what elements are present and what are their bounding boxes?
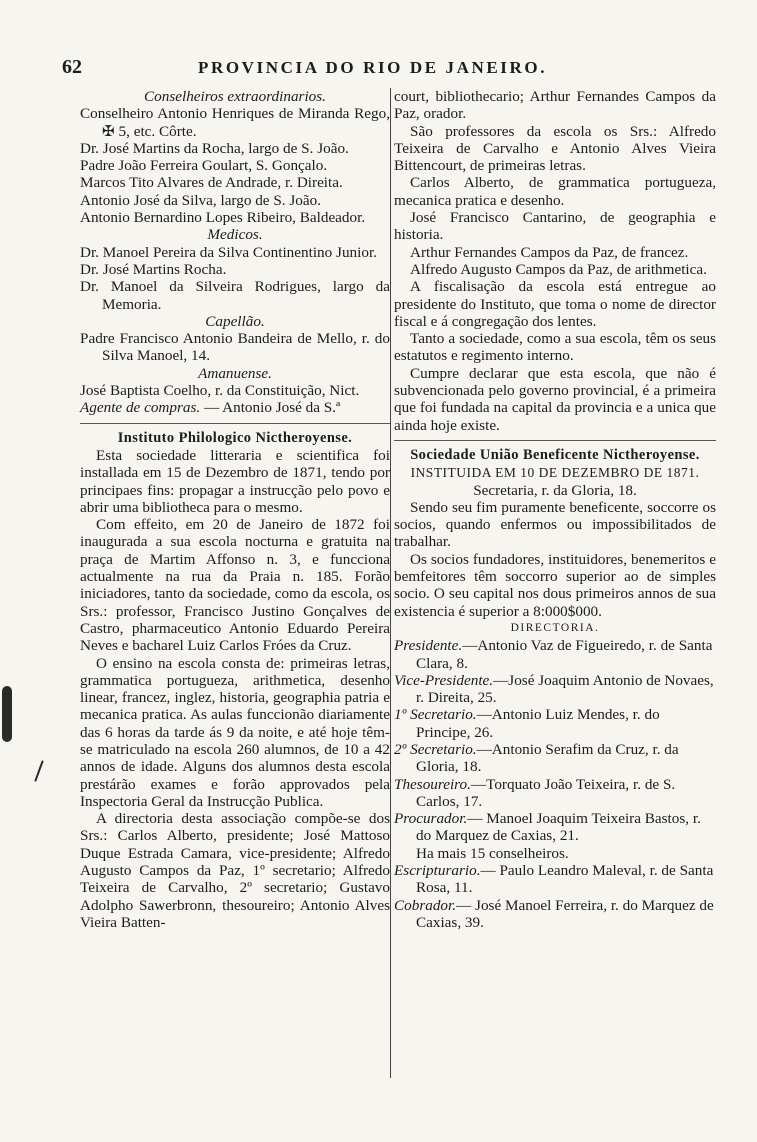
- directoria-person: —Antonio Luiz Mendes, r. do Principe, 26.: [416, 706, 660, 741]
- instituida-line: INSTITUIDA EM 10 DE DEZEMBRO DE 1871.: [410, 465, 700, 481]
- conselheiro-entry: Antonio José da Silva, largo de S. João.: [80, 191, 322, 209]
- instituto-paragraph: O ensino na escola consta de: primeiras letras, grammatica portugueza, arithmetica, desenho linear, francez, inglez, historia, geographia patria e mecanica pratica. As aulas funccionão diariamente das 6 horas da tarde ás 9 da noite, e até hoje têm-se matriculado na escola 260 alumnos, de 10 a 42 annos de idade. Alguns dos alumnos desta escola prestárão exames e forão approvados pela Inspectoria Geral da Instrucção Publica.: [80, 654, 390, 810]
- left-column: [80, 88, 390, 931]
- instituto-paragraph: A directoria desta associação compõe-se dos Srs.: Carlos Alberto, presidente; José Mattoso Duque Estrada Camara, vice-presidente; Alfredo Augusto Campos da Paz, 1º secretario; Alfredo Teixeira de Carvalho, 2º secretario; Gustavo Adolpho Sawerbronn, thesoureiro; Antonio Alves Vieira Batten-: [80, 810, 390, 931]
- directoria-entry: [394, 862, 716, 897]
- medico-entry: Dr. Manoel da Silveira Rodrigues, largo da Memoria.: [80, 278, 390, 313]
- section-divider: [394, 440, 716, 441]
- agente-label: Agente de compras.: [80, 399, 201, 417]
- instituto-paragraph: A fiscalisação da escola está entregue ao presidente do Instituto, que toma o nome de director fiscal e á congregação dos lentes.: [394, 278, 716, 330]
- medicos-heading: Medicos.: [207, 226, 263, 244]
- directoria-role: 2º Secretario.: [394, 740, 477, 758]
- amanuense-entry: José Baptista Coelho, r. da Constituição, Nict.: [80, 382, 360, 400]
- instituto-paragraph: court, bibliothecario; Arthur Fernandes Campos da Paz, orador.: [394, 88, 716, 123]
- directoria-role: Presidente.: [394, 637, 463, 655]
- sociedade-title: Sociedade União Beneficente Nictheroyense.: [410, 446, 700, 463]
- conselheiro-entry: Marcos Tito Alvares de Andrade, r. Direita.: [80, 174, 343, 192]
- page-title: PROVINCIA DO RIO DE JANEIRO.: [198, 58, 548, 77]
- instituto-paragraph: Com effeito, em 20 de Janeiro de 1872 foi inaugurada a sua escola nocturna e gratuita na praça de Martim Affonso n. 3, e funcciona actualmente na rua da Praia n. 185. Forão iniciadores, tanto da sociedade, como da escola, os Srs.: professor, Francisco Justino Gonçalves de Castro, pharmaceutico Antonio Eduardo Pereira Neves e bacharel Luiz Carlos Fróes da Cruz.: [80, 516, 390, 655]
- instituto-paragraph: São professores da escola os Srs.: Alfredo Teixeira de Carvalho e Antonio Alves Vieira Bittencourt, de primeiras letras.: [394, 122, 716, 175]
- conselheiros-heading: Conselheiros extraordinarios.: [144, 88, 326, 105]
- amanuense-heading: Amanuense.: [198, 364, 272, 382]
- directoria-role: Thesoureiro.: [394, 775, 471, 793]
- sociedade-paragraph: Sendo seu fim puramente beneficente, soccorre os socios, quando enfermos ou impossibilitados de trabalhar.: [394, 498, 716, 551]
- directoria-person: —José Joaquim Antonio de Novaes, r. Direita, 25.: [416, 671, 714, 707]
- directoria-role: Procurador.: [394, 810, 468, 828]
- directoria-entry: [394, 776, 716, 811]
- column-divider: [390, 88, 391, 1078]
- directoria-person: —Torquato João Teixeira, r. de S. Carlos, 17.: [416, 775, 676, 810]
- directoria-person: — Manoel Joaquim Teixeira Bastos, r. do Marquez de Caxias, 21.: [416, 810, 701, 845]
- instituto-title: Instituto Philologico Nictheroyense.: [117, 429, 353, 446]
- conselheiro-entry: Conselheiro Antonio Henriques de Miranda Rego, ✠ 5, etc. Côrte.: [80, 105, 390, 140]
- page-header: [58, 56, 718, 84]
- directoria-person: —Antonio Vaz de Figueiredo, r. de Santa Clara, 8.: [416, 637, 713, 672]
- medico-entry: Dr. José Martins Rocha.: [80, 260, 227, 278]
- sociedade-paragraph: Os socios fundadores, instituidores, benemeritos e bemfeitores têm soccorro superior ao de simples socio. O seu capital nos dous primeiros annos de sua existencia é superior a 8:000$000.: [394, 550, 716, 620]
- agente-entry: [80, 399, 390, 416]
- directoria-entry: [394, 672, 716, 707]
- instituto-paragraph: Cumpre declarar que esta escola, que não é subvencionada pelo governo provincial, é a primeira que foi fundada na capital da provincia e a unica que ainda hoje existe.: [394, 364, 716, 434]
- directoria-role: Cobrador.: [394, 896, 457, 914]
- instituto-paragraph: Arthur Fernandes Campos da Paz, de francez.: [410, 243, 689, 261]
- directoria-person: — José Manoel Ferreira, r. do Marquez de Caxias, 39.: [416, 896, 714, 931]
- directoria-entry: [394, 741, 716, 776]
- directoria-note-text: Ha mais 15 conselheiros.: [416, 844, 569, 862]
- directoria-role: 1º Secretario.: [394, 706, 477, 724]
- instituto-paragraph: Carlos Alberto, de grammatica portugueza, mecanica pratica e desenho.: [394, 174, 716, 209]
- directoria-role: Escripturario.: [394, 862, 481, 880]
- directoria-heading: DIRECTORIA.: [510, 621, 600, 634]
- conselheiro-entry: Antonio Bernardino Lopes Ribeiro, Baldeador.: [80, 209, 366, 227]
- directoria-entry: [394, 706, 716, 741]
- secretaria-line: Secretaria, r. da Gloria, 18.: [473, 481, 637, 499]
- conselheiro-entry: Dr. José Martins da Rocha, largo de S. João.: [80, 139, 349, 157]
- directoria-entry: [394, 810, 716, 845]
- directoria-role: Vice-Presidente.: [394, 671, 494, 689]
- capellao-entry: Padre Francisco Antonio Bandeira de Mello, r. do Silva Manoel, 14.: [80, 330, 390, 365]
- directoria-entry: [394, 897, 716, 932]
- capellao-heading: Capellão.: [205, 312, 265, 330]
- margin-pencil-mark: [34, 760, 43, 781]
- directoria-entry: [394, 637, 716, 672]
- directoria-person: — Paulo Leandro Maleval, r. de Santa Rosa, 11.: [416, 862, 714, 897]
- section-divider: [80, 423, 390, 424]
- right-column: [394, 88, 716, 931]
- page-number: 62: [62, 56, 82, 78]
- directoria-note: [394, 845, 716, 862]
- margin-ink-mark: [2, 686, 12, 742]
- directoria-person: —Antonio Serafim da Cruz, r. da Gloria, 18.: [416, 740, 679, 776]
- agente-text: — Antonio José da S.ª: [200, 399, 341, 417]
- instituto-paragraph: Esta sociedade litteraria e scientifica foi installada em 15 de Dezembro de 1871, tendo por principaes fins: propagar a instrucção pelo povo e abrir uma bibliotheca para o mesmo.: [80, 446, 390, 516]
- instituto-paragraph: Tanto a sociedade, como a sua escola, têm os seus estatutos e regimento interno.: [394, 330, 716, 365]
- conselheiro-entry: Padre João Ferreira Goulart, S. Gonçalo.: [80, 157, 328, 175]
- medico-entry: Dr. Manoel Pereira da Silva Continentino Junior.: [80, 243, 377, 261]
- instituto-paragraph: José Francisco Cantarino, de geographia e historia.: [394, 209, 716, 244]
- instituto-paragraph: Alfredo Augusto Campos da Paz, de arithmetica.: [410, 260, 707, 278]
